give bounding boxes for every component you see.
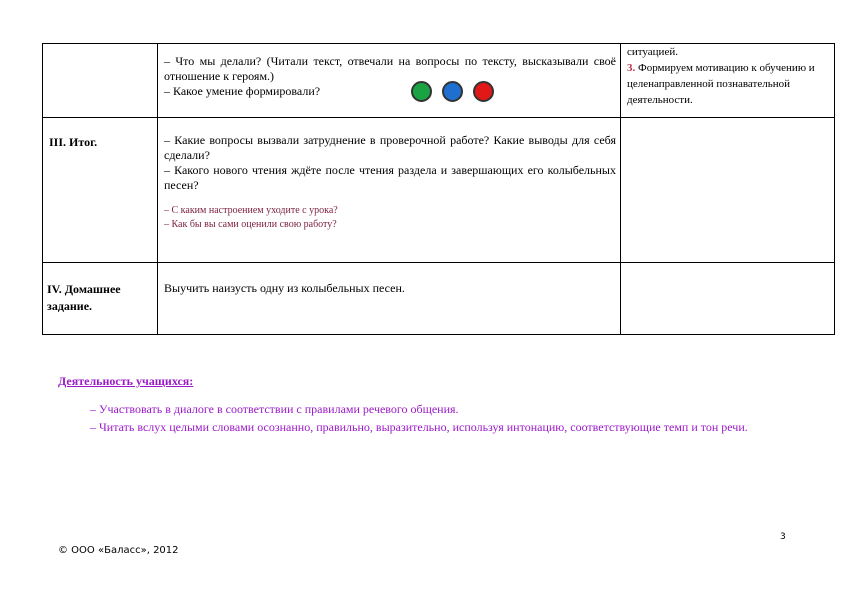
notes-text: Формируем мотивацию к обучению и целенаправленной познавательной деятельности.	[627, 62, 815, 106]
question-text: – Какие вопросы вызвали затруднение в проверочной работе? Какие выводы для себя сделали?	[164, 133, 616, 162]
notes-cell	[621, 263, 835, 335]
stage-cell	[43, 263, 158, 335]
table-row	[43, 263, 835, 335]
activity-title: Деятельность учащихся:	[58, 374, 194, 388]
content-cell	[158, 44, 621, 118]
content-cell	[158, 263, 621, 335]
activity-item: – Участвовать в диалоге в соответствии с правилами речевого общения.	[90, 402, 459, 416]
lesson-plan-table	[42, 43, 835, 335]
reflection-question: – С каким настроением уходите с урока?	[164, 205, 338, 216]
notes-cell	[621, 44, 835, 118]
table-row	[43, 44, 835, 118]
copyright-text: © ООО «Баласс», 2012	[58, 545, 179, 556]
question-text: – Какого нового чтения ждёте после чтения раздела и завершающих его колыбельных песен?	[164, 163, 616, 192]
red-circle-icon	[473, 81, 494, 102]
stage-cell	[43, 44, 158, 118]
stage-title: IV. Домашнее задание.	[47, 282, 121, 313]
activity-item: – Читать вслух целыми словами осознанно, правильно, выразительно, используя интонацию, соответствующие темп и тон речи.	[90, 420, 748, 434]
question-text: – Что мы делали? (Читали текст, отвечали на вопросы по тексту, высказывали своё отношение к героям.)	[164, 54, 616, 83]
table-row	[43, 118, 835, 263]
question-text: – Какое умение формировали?	[164, 84, 321, 98]
notes-number: 3.	[627, 62, 636, 74]
notes-cell	[621, 118, 835, 263]
homework-text: Выучить наизусть одну из колыбельных песен.	[164, 281, 405, 295]
reflection-question: – Как бы вы сами оценили свою работу?	[164, 219, 337, 230]
content-cell	[158, 118, 621, 263]
green-circle-icon	[411, 81, 432, 102]
student-activity	[58, 372, 788, 436]
stage-cell	[43, 118, 158, 263]
blue-circle-icon	[442, 81, 463, 102]
stage-title: III. Итог.	[49, 135, 98, 149]
page-number: 3	[780, 532, 786, 542]
notes-text: ситуацией.	[627, 46, 678, 58]
